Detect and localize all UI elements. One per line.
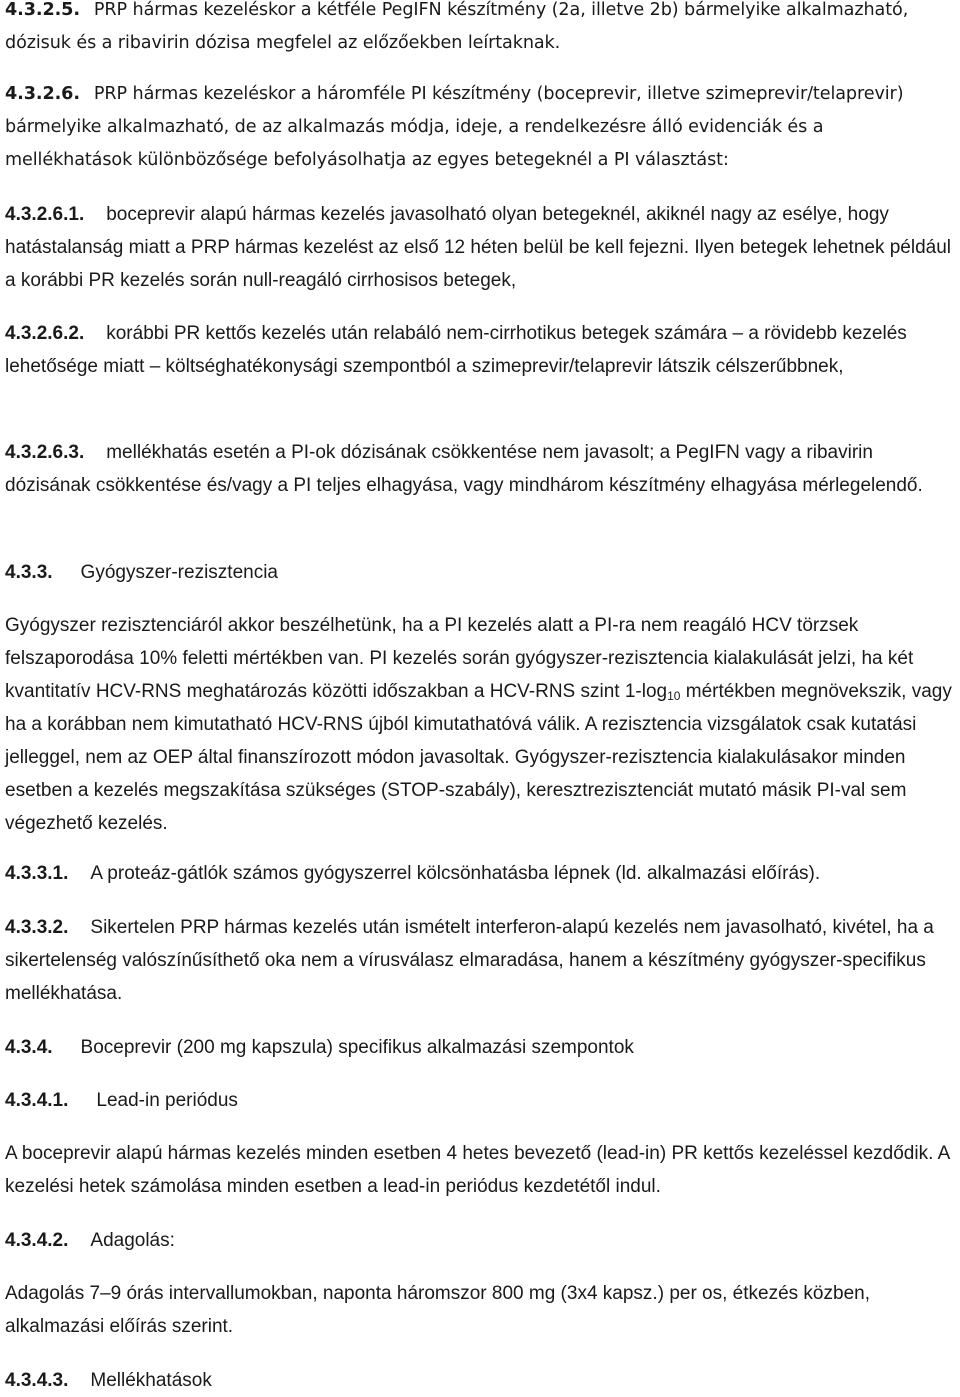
section-number: 4.3.4.3. bbox=[5, 1370, 69, 1391]
section-text: Sikertelen PRP hármas kezelés után ismételt interferon-alapú kezelés nem javasolható, kivétel, ha a sikertelenség valószínűsíthető oka nem a vírusválasz elmaradása, hanem a készítmény gyógyszer-specifikus mellékhatása. bbox=[5, 917, 934, 1004]
section-4-3-2-6-2 bbox=[5, 317, 955, 383]
section-4-3-2-6 bbox=[5, 78, 955, 177]
log-subscript: 10 bbox=[667, 689, 681, 703]
section-text: PRP hármas kezeléskor a kétféle PegIFN készítmény (2a, illetve 2b) bármelyike alkalmazható, dózisuk és a ribavirin dózisa megfelel az előzőekben leírtaknak. bbox=[5, 0, 909, 53]
section-number: 4.3.3.1. bbox=[5, 863, 69, 884]
section-4-3-3-1 bbox=[5, 857, 955, 890]
paragraph-resistance bbox=[5, 609, 955, 840]
section-4-3-2-6-1 bbox=[5, 198, 955, 297]
section-text: A proteáz-gátlók számos gyógyszerrel kölcsönhatásba lépnek (ld. alkalmazási előírás). bbox=[90, 863, 821, 884]
paragraph-text-continued: mértékben megnövekszik, vagy ha a korábban nem kimutatható HCV-RNS újból kimutathatóvá válik. A rezisztencia vizsgálatok csak kutatási jelleggel, nem az OEP által finanszírozott módon javasoltak. Gyógyszer-rezisztencia kialakulásakor minden esetben a kezelés megszakítása szükséges (STOP-szabály), keresztrezisztenciát mutató másik PI-val sem végezhető kezelés. bbox=[5, 681, 952, 834]
section-4-3-2-5 bbox=[5, 0, 955, 60]
section-text: korábbi PR kettős kezelés után relabáló nem-cirrhotikus betegek számára – a rövidebb kezelés lehetősége miatt – költséghatékonysági szempontból a szimeprevir/telaprevir látszik célszerűbbnek, bbox=[5, 323, 907, 377]
paragraph-text: A boceprevir alapú hármas kezelés minden esetben 4 hetes bevezető (lead-in) PR kettős kezeléssel kezdődik. A kezelési hetek számolása minden esetben a lead-in periódus kezdetétől indul. bbox=[5, 1143, 950, 1197]
section-number: 4.3.4.2. bbox=[5, 1230, 69, 1251]
section-text: mellékhatás esetén a PI-ok dózisának csökkentése nem javasolt; a PegIFN vagy a ribavirin dózisának csökkentése és/vagy a PI teljes elhagyása, vagy mindhárom készítmény elhagyása mérlegelendő. bbox=[5, 442, 923, 496]
section-title: Mellékhatások bbox=[90, 1370, 212, 1391]
paragraph-lead-in bbox=[5, 1137, 955, 1203]
section-title: Lead-in periódus bbox=[96, 1090, 238, 1111]
section-number: 4.3.2.6.1. bbox=[5, 204, 85, 225]
section-number: 4.3.4. bbox=[5, 1037, 53, 1058]
heading-4-3-4-1 bbox=[5, 1084, 955, 1117]
section-title: Adagolás: bbox=[90, 1230, 175, 1251]
section-text: boceprevir alapú hármas kezelés javasolható olyan betegeknél, akiknél nagy az esélye, hogy hatástalanság miatt a PRP hármas kezelést az első 12 héten belül be kell fejezni. Ilyen betegek lehetnek például a korábbi PR kezelés során null-reagáló cirrhosisos betegek, bbox=[5, 204, 952, 291]
section-number: 4.3.3.2. bbox=[5, 917, 69, 938]
section-number: 4.3.3. bbox=[5, 562, 53, 583]
section-4-3-3-2 bbox=[5, 911, 955, 1010]
section-number: 4.3.4.1. bbox=[5, 1090, 69, 1111]
section-title: Boceprevir (200 mg kapszula) specifikus alkalmazási szempontok bbox=[80, 1037, 634, 1058]
paragraph-text: Gyógyszer rezisztenciáról akkor beszélhetünk, ha a PI kezelés alatt a PI-ra nem reagáló HCV törzsek felszaporodása 10% feletti mértékben van. PI kezelés során gyógyszer-rezisztencia kialakulását jelzi, ha két kvantitatív HCV-RNS meghatározás közötti időszakban a HCV-RNS szint 1-log bbox=[5, 615, 914, 702]
heading-4-3-4 bbox=[5, 1031, 955, 1064]
paragraph-dosing bbox=[5, 1277, 955, 1343]
section-text: PRP hármas kezeléskor a háromféle PI készítmény (boceprevir, illetve szimeprevir/telaprevir) bármelyike alkalmazható, de az alkalmazás módja, ideje, a rendelkezésre álló evidenciák és a mellékhatások különbözősége befolyásolhatja az egyes betegeknél a PI választást: bbox=[5, 84, 904, 170]
heading-4-3-4-2 bbox=[5, 1224, 955, 1257]
section-number: 4.3.2.6.2. bbox=[5, 323, 85, 344]
heading-4-3-4-3 bbox=[5, 1364, 955, 1397]
section-title: Gyógyszer-rezisztencia bbox=[80, 562, 278, 583]
section-number: 4.3.2.6.3. bbox=[5, 442, 85, 463]
section-number: 4.3.2.5. bbox=[5, 0, 80, 20]
section-number: 4.3.2.6. bbox=[5, 84, 80, 104]
paragraph-text: Adagolás 7–9 órás intervallumokban, naponta háromszor 800 mg (3x4 kapsz.) per os, étkezés közben, alkalmazási előírás szerint. bbox=[5, 1283, 870, 1337]
section-4-3-2-6-3 bbox=[5, 436, 955, 502]
heading-4-3-3 bbox=[5, 556, 955, 589]
